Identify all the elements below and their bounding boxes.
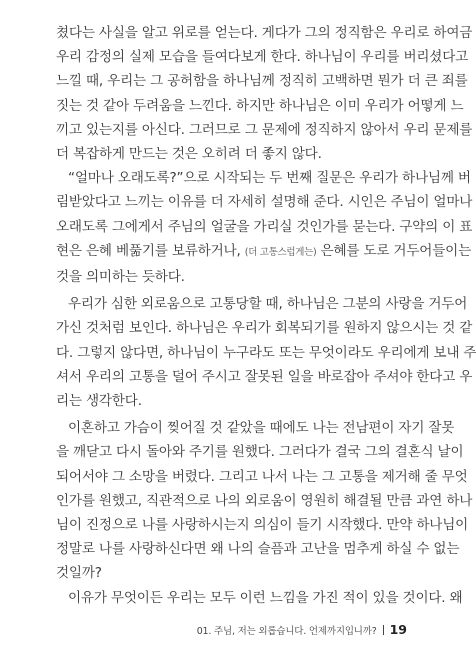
parenthetical-note: (더 고통스럽게는) <box>244 246 317 258</box>
text-line: 것일까? <box>56 565 102 582</box>
text-line: 끼고 있는지를 아신다. 그러므로 그 문제에 정직하지 않아서 우리 문제를 <box>56 121 473 138</box>
text-line: 이유가 무엇이든 우리는 모두 이런 느낌을 가진 적이 있을 것이다. 왜 <box>68 589 463 606</box>
text-line: 더 복잡하게 만드는 것은 오히려 더 좋지 않다. <box>56 146 322 163</box>
paragraph-1 <box>56 21 473 166</box>
page-number: 19 <box>389 622 407 637</box>
text-line: 되어서야 그 소망을 버렸다. 그리고 나서 나는 그 고통을 제거해 줄 무엇 <box>56 468 468 485</box>
text-line: 우리가 심한 외로움으로 고통당할 때, 하나님은 그분의 사랑을 거두어 <box>68 296 468 313</box>
text-line: 느낄 때, 우리는 그 공허함을 하나님께 정직히 고백하면 뭔가 더 큰 죄를 <box>56 73 468 90</box>
text-line: 을 깨닫고 다시 돌아와 주기를 원했다. 그러다가 결국 그의 결혼식 날이 <box>56 444 464 461</box>
text-line: 님이 진정으로 나를 사랑하시는지 의심이 들기 시작했다. 만약 하나님이 <box>56 517 469 534</box>
paragraph-4 <box>56 416 473 585</box>
text-line: 림받았다고 느끼는 이유를 더 자세히 설명해 준다. 시인은 주님이 얼마나 <box>56 194 473 211</box>
text-line: 오래도록 그에게서 주님의 얼굴을 가리실 것인가를 묻는다. 구약의 이 표 <box>56 218 473 235</box>
text-line: 우리 감정의 실제 모습을 들여다보게 한다. 하나님이 우리를 버리셨다고 <box>56 49 469 66</box>
running-chapter-title: 01. 주님, 저는 외롭습니다. 언제까지입니까? <box>196 625 377 637</box>
text-line: 인가를 원했고, 직관적으로 나의 외로움이 영원히 해결될 만큼 과연 하나 <box>56 492 473 509</box>
text-line: 다. 그렇지 않다면, 하나님이 누구라도 또는 무엇이라도 우리에게 보내 주 <box>56 344 476 361</box>
footer-divider <box>383 625 384 635</box>
line-text-after-note: 은혜를 도로 거두어들이는 <box>316 242 472 259</box>
text-line: 이혼하고 가슴이 찢어질 것 같았을 때에도 나는 전남편이 자기 잘못 <box>68 420 455 437</box>
paragraph-5 <box>56 586 463 610</box>
text-line: 것을 의미하는 듯하다. <box>56 269 185 286</box>
text-line: 짓는 것 같아 두려움을 느낀다. 하지만 하나님은 이미 우리가 어떻게 느 <box>56 97 464 114</box>
text-line: “얼마나 오래도록?”으로 시작되는 두 번째 질문은 우리가 하나님께 버 <box>68 170 471 187</box>
body-text <box>56 21 476 610</box>
line-text-before-note: 현은 은혜 베풂기를 보류하거나, <box>56 242 245 259</box>
text-line: 가신 것처럼 보인다. 하나님은 우리가 회복되기를 원하지 않으시는 것 같 <box>56 320 473 337</box>
page-footer <box>197 622 407 637</box>
paragraph-2 <box>56 166 473 289</box>
paragraph-3 <box>56 292 476 413</box>
text-line: 리는 생각한다. <box>56 393 142 410</box>
text-line: 쳤다는 사실을 알고 위로를 얻는다. 게다가 그의 정직함은 우리로 하여금 <box>56 25 473 41</box>
text-line-with-note <box>56 239 472 265</box>
text-line: 셔서 우리의 고통을 덜어 주시고 잘못된 일을 바로잡아 주셔야 한다고 우 <box>56 368 473 385</box>
text-line: 정말로 나를 사랑하신다면 왜 나의 슬픔과 고난을 멈추게 하실 수 없는 <box>56 541 460 558</box>
